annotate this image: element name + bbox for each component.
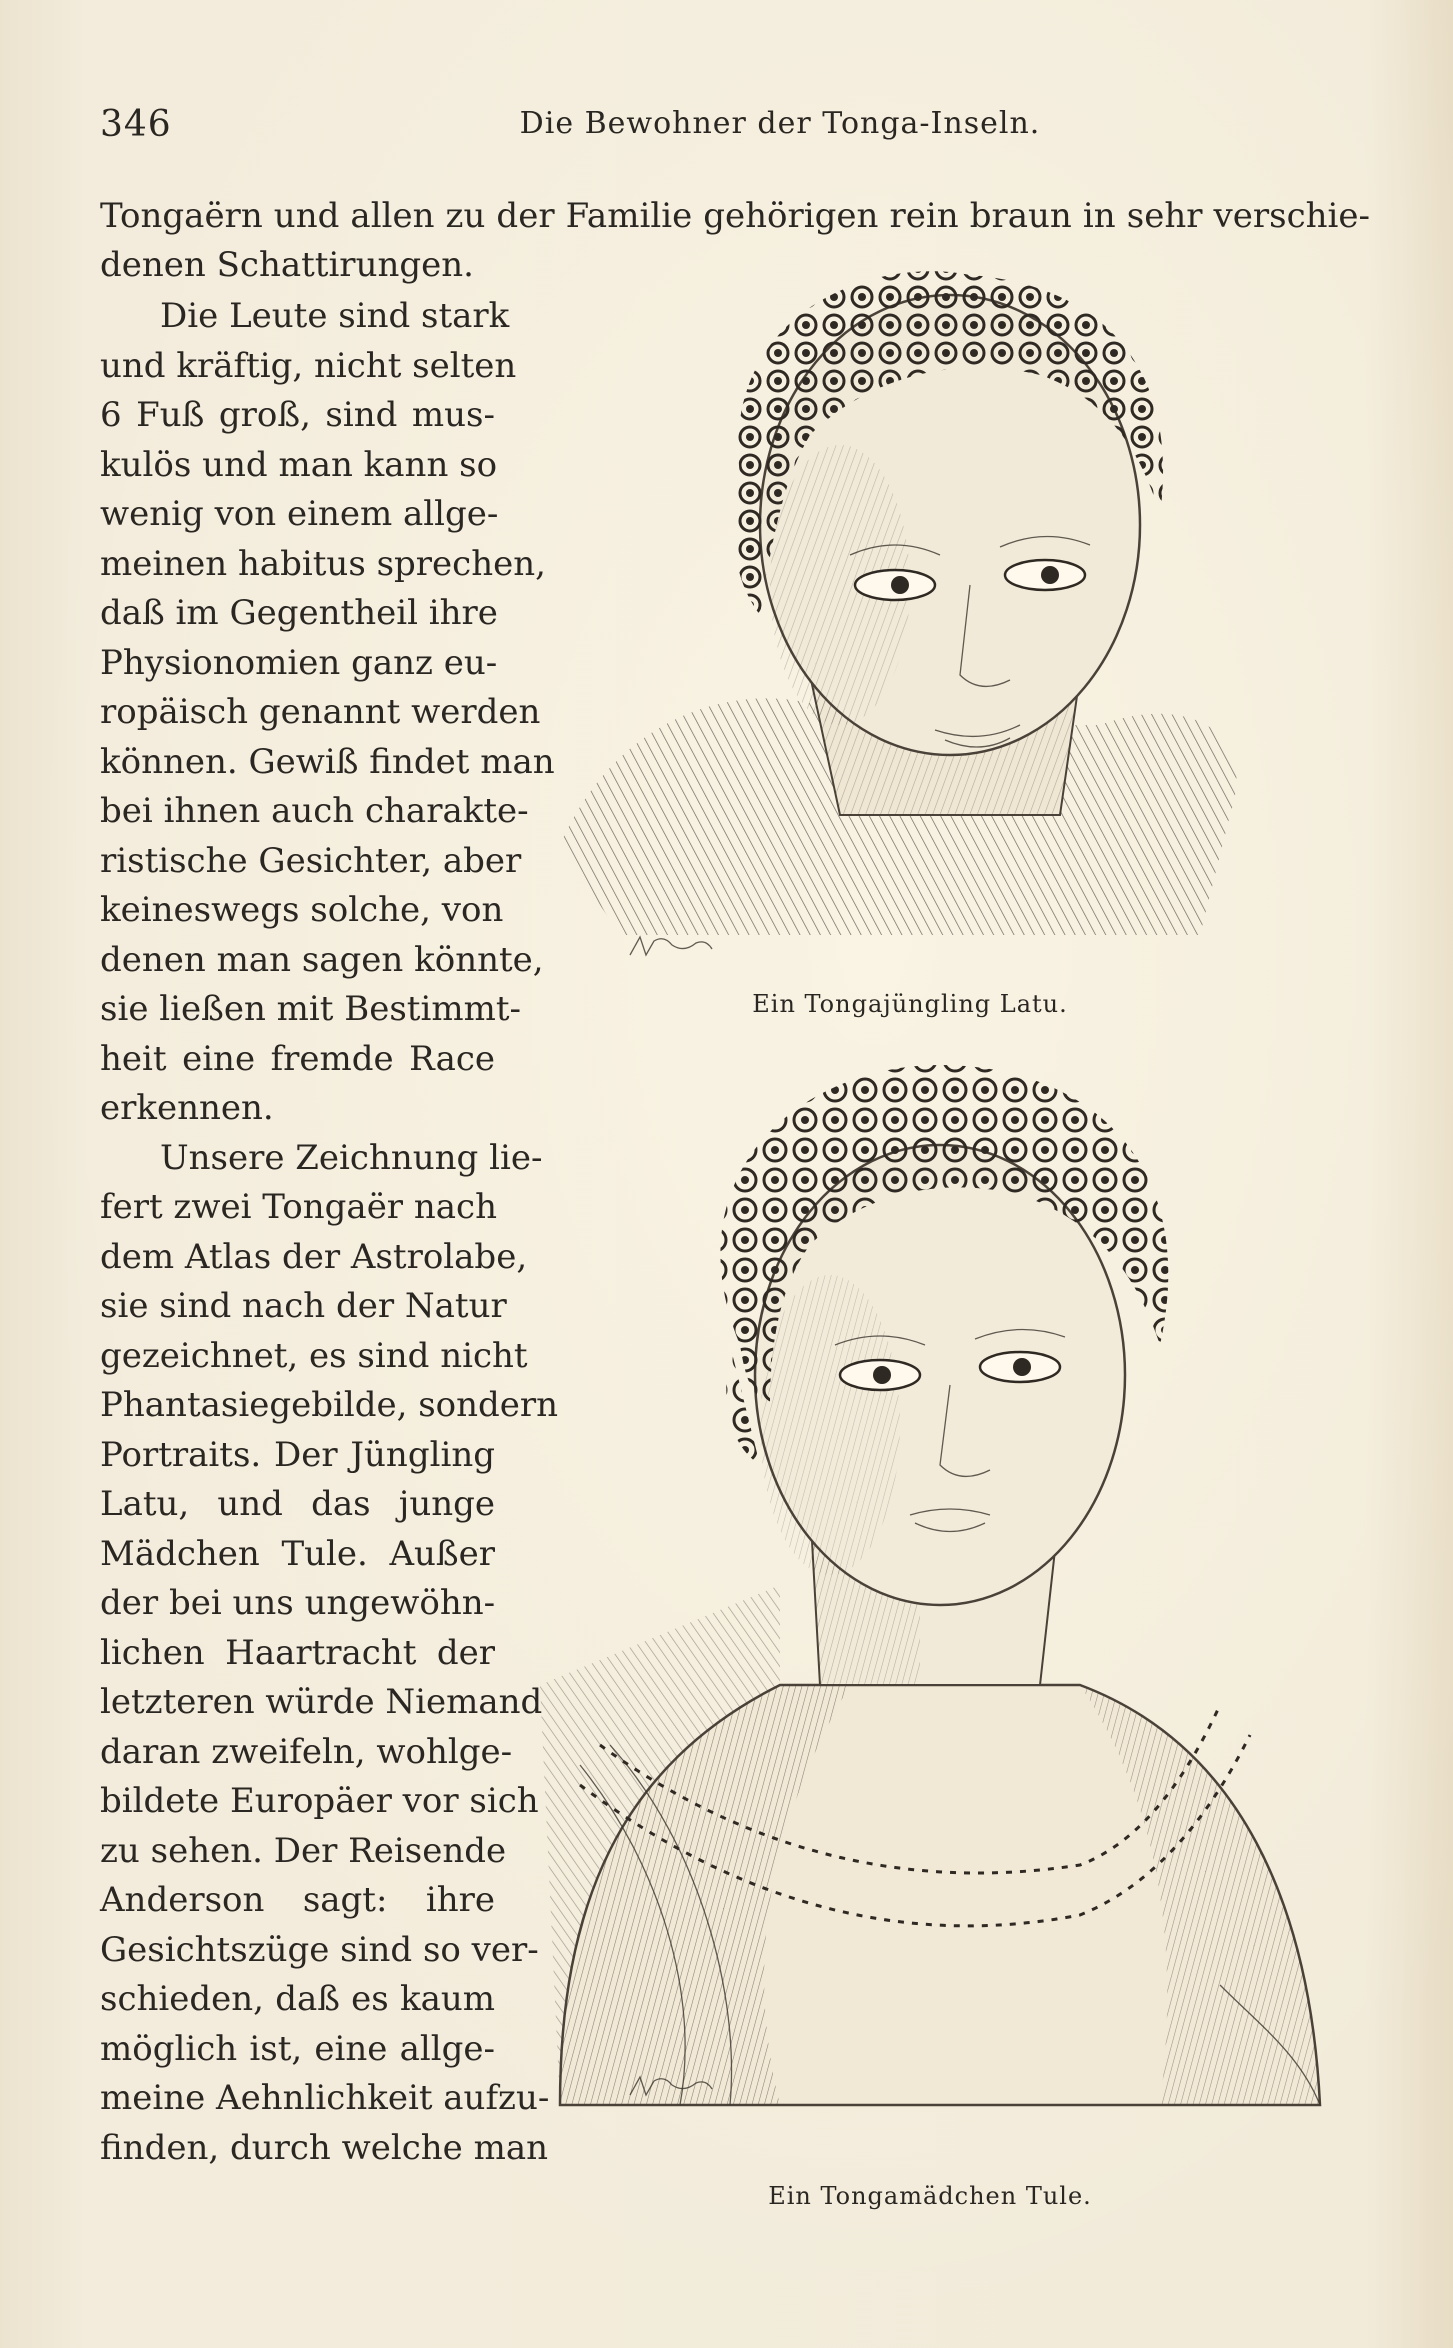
portrait-young-woman-icon (520, 1045, 1360, 2165)
text-line: Mädchen Tule. Außer (100, 1534, 495, 1574)
text-line: ropäisch genannt werden (100, 692, 541, 732)
text-line: letzteren würde Niemand (100, 1682, 543, 1722)
text-line: meine Aehnlichkeit aufzu- (100, 2078, 550, 2118)
text-line: meinen habitus sprechen, (100, 544, 546, 584)
text-line: sie ließen mit Bestimmt- (100, 989, 521, 1029)
text-line: denen Schattirungen. (100, 245, 474, 285)
text-line: schieden, daß es kaum (100, 1979, 495, 2019)
text-line: heit eine fremde Race (100, 1039, 495, 1079)
text-line: ristische Gesichter, aber (100, 841, 522, 881)
text-line: können. Gewiß findet man (100, 742, 555, 782)
figure-caption: Ein Tongajüngling Latu. (752, 990, 1068, 1018)
text-line: zu sehen. Der Reisende (100, 1831, 507, 1871)
text-line: Unsere Zeichnung lie- (160, 1138, 543, 1178)
text-line: Portraits. Der Jüngling (100, 1435, 495, 1475)
text-line: Latu, und das junge (100, 1484, 495, 1524)
page-header (100, 104, 1380, 154)
text-line: lichen Haartracht der (100, 1633, 495, 1673)
text-line: keineswegs solche, von (100, 890, 504, 930)
text-line: kulös und man kann so (100, 445, 498, 485)
text-line: bildete Europäer vor sich (100, 1781, 539, 1821)
text-line: 6 Fuß groß, sind mus- (100, 395, 495, 435)
text-line: der bei uns ungewöhn- (100, 1583, 496, 1623)
portrait-young-man-icon (540, 255, 1360, 975)
text-line: Tongaërn und allen zu der Familie gehörigen rein braun in sehr verschie- (100, 196, 1370, 236)
text-line: erkennen. (100, 1088, 274, 1128)
text-line: Die Leute sind stark (160, 296, 510, 336)
text-line: dem Atlas der Astrolabe, (100, 1237, 528, 1277)
portrait-young-man-figure (540, 255, 1360, 975)
text-line: denen man sagen könnte, (100, 940, 544, 980)
text-line: Physionomien ganz eu- (100, 643, 498, 683)
text-line: und kräftig, nicht selten (100, 346, 517, 386)
text-line: gezeichnet, es sind nicht (100, 1336, 528, 1376)
text-line: Gesichtszüge sind so ver- (100, 1930, 539, 1970)
text-line: daß im Gegentheil ihre (100, 593, 498, 633)
figure-caption: Ein Tongamädchen Tule. (768, 2182, 1092, 2210)
page-number: 346 (100, 104, 172, 145)
text-line: wenig von einem allge- (100, 494, 499, 534)
text-line: Phantasiegebilde, sondern (100, 1385, 559, 1425)
text-line: sie sind nach der Natur (100, 1286, 507, 1326)
portrait-young-woman-figure (520, 1045, 1360, 2165)
text-line: Anderson sagt: ihre (100, 1880, 495, 1920)
text-line: möglich ist, eine allge- (100, 2029, 495, 2069)
text-line: finden, durch welche man (100, 2128, 549, 2168)
running-title: Die Bewohner der Tonga-Inseln. (519, 106, 1041, 141)
text-line: fert zwei Tongaër nach (100, 1187, 497, 1227)
text-line: bei ihnen auch charakte- (100, 791, 529, 831)
text-line: daran zweifeln, wohlge- (100, 1732, 513, 1772)
